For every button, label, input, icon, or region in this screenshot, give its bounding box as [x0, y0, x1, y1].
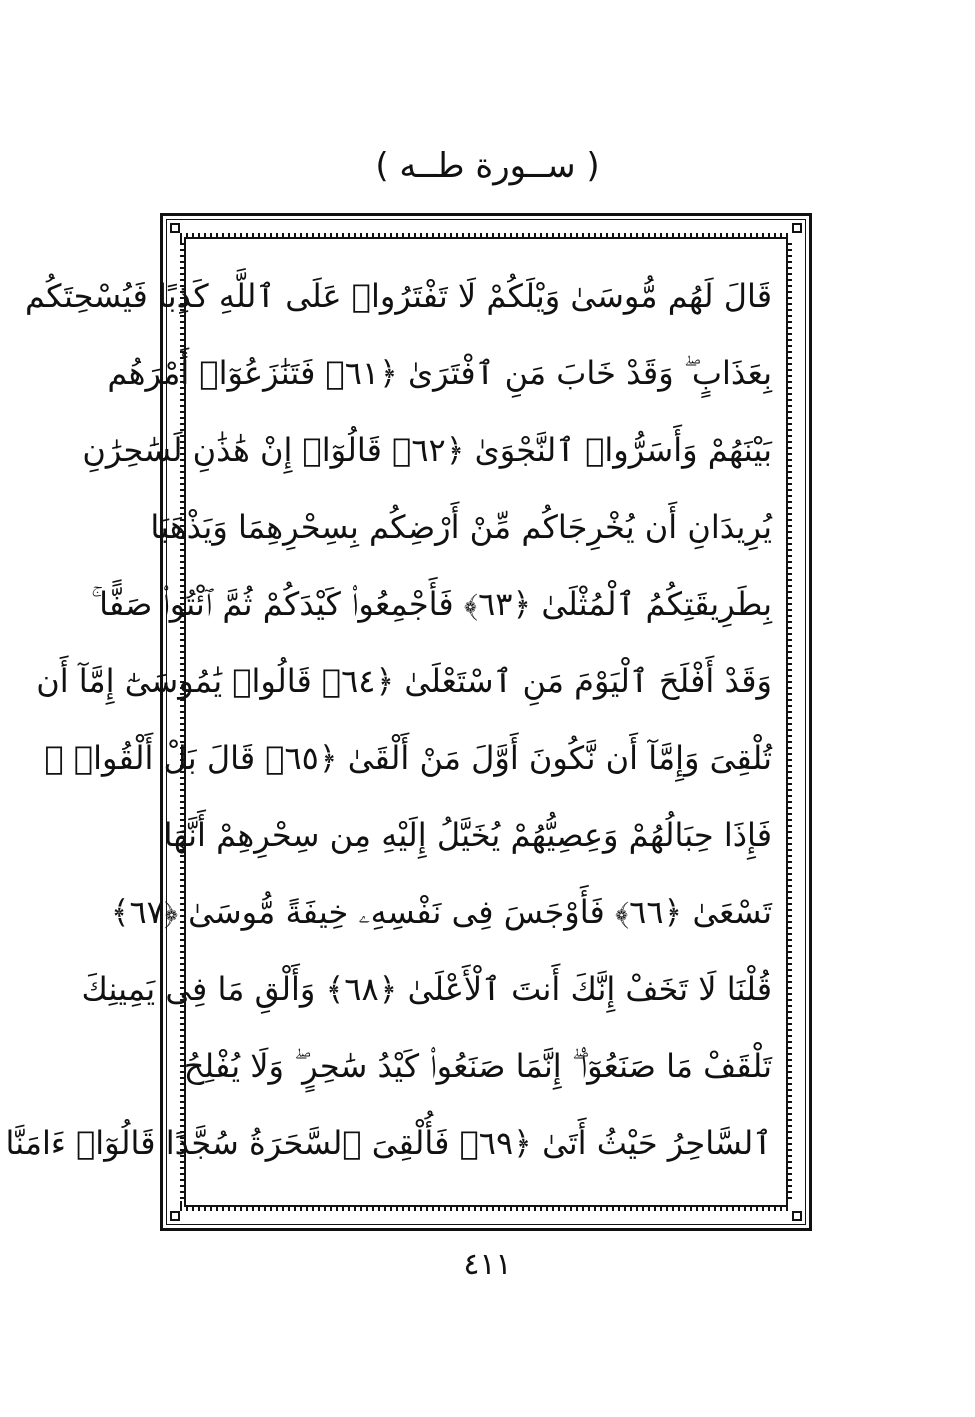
border-corner-ornament	[170, 1211, 180, 1221]
verse-line: ٱلسَّاحِرُ حَيْثُ أَتَىٰ ﴿٦٩﴾ فَأُلْقِىَ ٱلسَّحَرَةُ سُجَّدًا قَالُوٓا۟ ءَامَنَّا	[5, 1124, 772, 1162]
verse-line: بَيْنَهُمْ وَأَسَرُّوا۟ ٱلنَّجْوَىٰ ﴿٦٢﴾ قَالُوٓا۟ إِنْ هَٰذَٰنِ لَسَٰحِرَٰنِ	[82, 431, 772, 469]
verse-line: وَقَدْ أَفْلَحَ ٱلْيَوْمَ مَنِ ٱسْتَعْلَىٰ ﴿٦٤﴾ قَالُوا۟ يَٰمُوسَىٰٓ إِمَّآ أَن	[36, 662, 772, 700]
verse-line: يُرِيدَانِ أَن يُخْرِجَاكُم مِّنْ أَرْضِكُم بِسِحْرِهِمَا وَيَذْهَبَا	[150, 508, 772, 546]
verse-line: قَالَ لَهُم مُّوسَىٰ وَيْلَكُمْ لَا تَفْتَرُوا۟ عَلَى ٱللَّهِ كَذِبًا فَيُسْحِتَكُم	[25, 277, 772, 315]
verse-line: قُلْنَا لَا تَخَفْ إِنَّكَ أَنتَ ٱلْأَعْلَىٰ ﴿٦٨﴾ وَأَلْقِ مَا فِى يَمِينِكَ	[81, 970, 772, 1008]
border-corner-ornament	[792, 223, 802, 233]
verse-line: تَسْعَىٰ ﴿٦٦﴾ فَأَوْجَسَ فِى نَفْسِهِۦ خِيفَةً مُّوسَىٰ ﴿٦٧﴾	[110, 893, 772, 931]
verse-line: فَإِذَا حِبَالُهُمْ وَعِصِيُّهُمْ يُخَيَّلُ إِلَيْهِ مِن سِحْرِهِمْ أَنَّهَا	[163, 816, 772, 854]
verse-line: بِعَذَابٍ ۖ وَقَدْ خَابَ مَنِ ٱفْتَرَىٰ ﴿٦١﴾ فَتَنَٰزَعُوٓا۟ أَمْرَهُم	[107, 354, 772, 392]
verse-line: بِطَرِيقَتِكُمُ ٱلْمُثْلَىٰ ﴿٦٣﴾ فَأَجْمِعُوا۟ كَيْدَكُمْ ثُمَّ ٱئْتُوا۟ صَفًّا ۚ	[91, 585, 772, 623]
verse-line: تُلْقِىَ وَإِمَّآ أَن نَّكُونَ أَوَّلَ مَنْ أَلْقَىٰ ﴿٦٥﴾ قَالَ بَلْ أَلْقُوا۟ ۖ	[44, 739, 772, 777]
surah-title: ( ســورة طــه )	[375, 146, 600, 186]
border-corner-ornament	[170, 223, 180, 233]
quran-text-block	[5, 260, 772, 1200]
verse-line: تَلْقَفْ مَا صَنَعُوٓا۟ ۖ إِنَّمَا صَنَعُوا۟ كَيْدُ سَٰحِرٍ ۖ وَلَا يُفْلِحُ	[183, 1047, 772, 1085]
border-corner-ornament	[792, 1211, 802, 1221]
page-number: ٤١١	[463, 1247, 512, 1282]
